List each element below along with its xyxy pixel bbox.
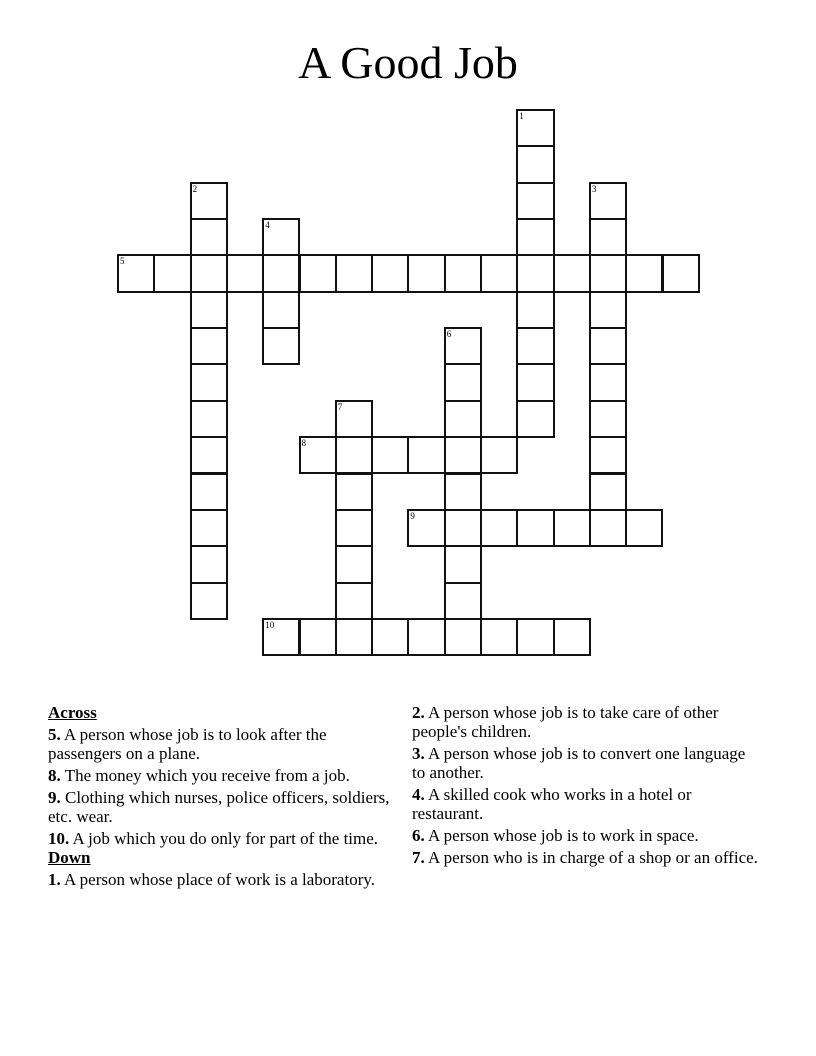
grid-cell[interactable] <box>335 473 373 511</box>
clue-number-label: 5 <box>120 256 125 267</box>
grid-cell[interactable] <box>516 145 554 183</box>
grid-cell[interactable] <box>553 618 591 656</box>
clue-text: A person whose job is to convert one language to another. <box>412 744 746 782</box>
clue-down-7 <box>412 848 762 867</box>
grid-cell[interactable] <box>190 582 228 620</box>
grid-cell[interactable] <box>625 509 663 547</box>
grid-cell[interactable] <box>553 509 591 547</box>
grid-cell[interactable] <box>190 254 228 292</box>
grid-cell[interactable] <box>444 545 482 583</box>
grid-cell[interactable] <box>371 618 409 656</box>
clue-number-label: 2 <box>192 183 198 194</box>
clue-down-4 <box>412 785 762 823</box>
grid-cell[interactable] <box>335 582 373 620</box>
clue-number: 8. <box>48 766 61 785</box>
clue-text: Clothing which nurses, police officers, soldiers, etc. wear. <box>48 788 390 826</box>
down-heading: Down <box>48 848 91 867</box>
clue-across-5 <box>48 725 398 763</box>
grid-cell[interactable] <box>444 509 482 547</box>
grid-cell[interactable] <box>444 436 482 474</box>
grid-cell[interactable] <box>407 254 445 292</box>
clue-text: A person whose job is to work in space. <box>424 826 699 845</box>
grid-cell[interactable] <box>226 254 264 292</box>
grid-cell[interactable] <box>335 400 373 438</box>
clue-number: 10. <box>48 829 70 848</box>
grid-cell[interactable] <box>444 254 482 292</box>
grid-cell[interactable] <box>589 473 627 511</box>
clue-number: 5. <box>48 725 61 744</box>
grid-cell[interactable] <box>589 291 627 329</box>
grid-cell[interactable] <box>662 254 700 292</box>
clue-down-6 <box>412 826 762 845</box>
grid-cell[interactable] <box>262 618 300 656</box>
across-heading: Across <box>48 703 97 722</box>
clue-number-label: 6 <box>446 329 452 340</box>
grid-cell[interactable] <box>190 327 228 365</box>
clue-number: 9. <box>48 788 61 807</box>
grid-cell[interactable] <box>516 363 554 401</box>
clue-across-9 <box>48 788 398 826</box>
clue-number: 3. <box>412 744 425 763</box>
clue-number: 6. <box>412 826 425 845</box>
grid-cell[interactable] <box>589 182 627 220</box>
grid-cell[interactable] <box>589 509 627 547</box>
grid-cell[interactable] <box>553 254 591 292</box>
grid-cell[interactable] <box>335 545 373 583</box>
clues-left-column <box>48 703 398 892</box>
clue-text: A skilled cook who works in a hotel or restaurant. <box>412 785 692 823</box>
grid-cell[interactable] <box>190 182 228 220</box>
grid-cell[interactable] <box>480 509 518 547</box>
grid-cell[interactable] <box>262 218 300 256</box>
grid-cell[interactable] <box>190 218 228 256</box>
grid-cell[interactable] <box>335 436 373 474</box>
grid-cell[interactable] <box>589 327 627 365</box>
grid-cell[interactable] <box>516 327 554 365</box>
clue-number-label: 8 <box>301 438 306 449</box>
grid-cell[interactable] <box>190 436 228 474</box>
clue-across-8 <box>48 766 398 785</box>
grid-cell[interactable] <box>335 618 373 656</box>
grid-cell[interactable] <box>625 254 663 292</box>
grid-cell[interactable] <box>589 363 627 401</box>
grid-cell[interactable] <box>371 436 409 474</box>
grid-cell[interactable] <box>262 327 300 365</box>
grid-cell[interactable] <box>516 291 554 329</box>
clue-number: 7. <box>412 848 425 867</box>
page-title: A Good Job <box>298 37 518 88</box>
grid-cell[interactable] <box>262 291 300 329</box>
grid-cell[interactable] <box>444 582 482 620</box>
grid-cell[interactable] <box>516 618 554 656</box>
grid-cell[interactable] <box>444 618 482 656</box>
grid-cell[interactable] <box>516 254 554 292</box>
grid-cell[interactable] <box>480 618 518 656</box>
clue-number-label: 1 <box>519 111 524 121</box>
clue-text: A job which you do only for part of the time. <box>69 829 379 848</box>
grid-cell[interactable] <box>407 509 445 547</box>
grid-cell[interactable] <box>589 400 627 438</box>
grid-cell[interactable] <box>444 327 482 365</box>
clue-text: A person who is in charge of a shop or an office. <box>424 848 758 867</box>
grid-cell[interactable] <box>407 436 445 474</box>
grid-cell[interactable] <box>190 509 228 547</box>
grid-cell[interactable] <box>589 254 627 292</box>
grid-cell[interactable] <box>299 618 337 656</box>
clue-number-label: 3 <box>591 183 597 194</box>
grid-cell[interactable] <box>299 254 337 292</box>
grid-cell[interactable] <box>190 400 228 438</box>
grid-cell[interactable] <box>516 509 554 547</box>
grid-cell[interactable] <box>407 618 445 656</box>
clue-text: A person whose place of work is a laboratory. <box>60 870 376 889</box>
grid-cell[interactable] <box>335 509 373 547</box>
grid-cell[interactable] <box>190 473 228 511</box>
clue-number: 2. <box>412 703 425 722</box>
clue-number-label: 7 <box>337 401 343 412</box>
grid-cell[interactable] <box>117 254 155 292</box>
grid-cell[interactable] <box>516 109 554 147</box>
grid-cell[interactable] <box>371 254 409 292</box>
grid-cell[interactable] <box>480 254 518 292</box>
clue-across-10 <box>48 829 398 848</box>
clue-number-label: 4 <box>265 220 270 231</box>
grid-cell[interactable] <box>516 218 554 256</box>
grid-cell[interactable] <box>589 436 627 474</box>
clue-down-1 <box>48 870 398 889</box>
grid-cell[interactable] <box>516 182 554 220</box>
grid-cell[interactable] <box>444 400 482 438</box>
clues-right-column <box>412 703 762 870</box>
grid-cell[interactable] <box>190 291 228 329</box>
grid-cell[interactable] <box>480 436 518 474</box>
grid-cell[interactable] <box>589 218 627 256</box>
grid-cell[interactable] <box>444 363 482 401</box>
grid-cell[interactable] <box>335 254 373 292</box>
clue-number-label: 10 <box>265 619 275 630</box>
clue-number: 4. <box>412 785 425 804</box>
clue-text: The money which you receive from a job. <box>60 766 350 785</box>
grid-cell[interactable] <box>262 254 300 292</box>
grid-cell[interactable] <box>190 363 228 401</box>
clue-text: A person whose job is to take care of other people's children. <box>412 703 719 741</box>
clue-down-2 <box>412 703 762 741</box>
grid-cell[interactable] <box>444 473 482 511</box>
clue-number-label: 9 <box>410 510 415 521</box>
grid-cell[interactable] <box>516 400 554 438</box>
clue-down-3 <box>412 744 762 782</box>
clue-number: 1. <box>48 870 61 889</box>
clue-text: A person whose job is to look after the passengers on a plane. <box>48 725 327 763</box>
grid-cell[interactable] <box>299 436 337 474</box>
grid-cell[interactable] <box>190 545 228 583</box>
grid-cell[interactable] <box>153 254 191 292</box>
